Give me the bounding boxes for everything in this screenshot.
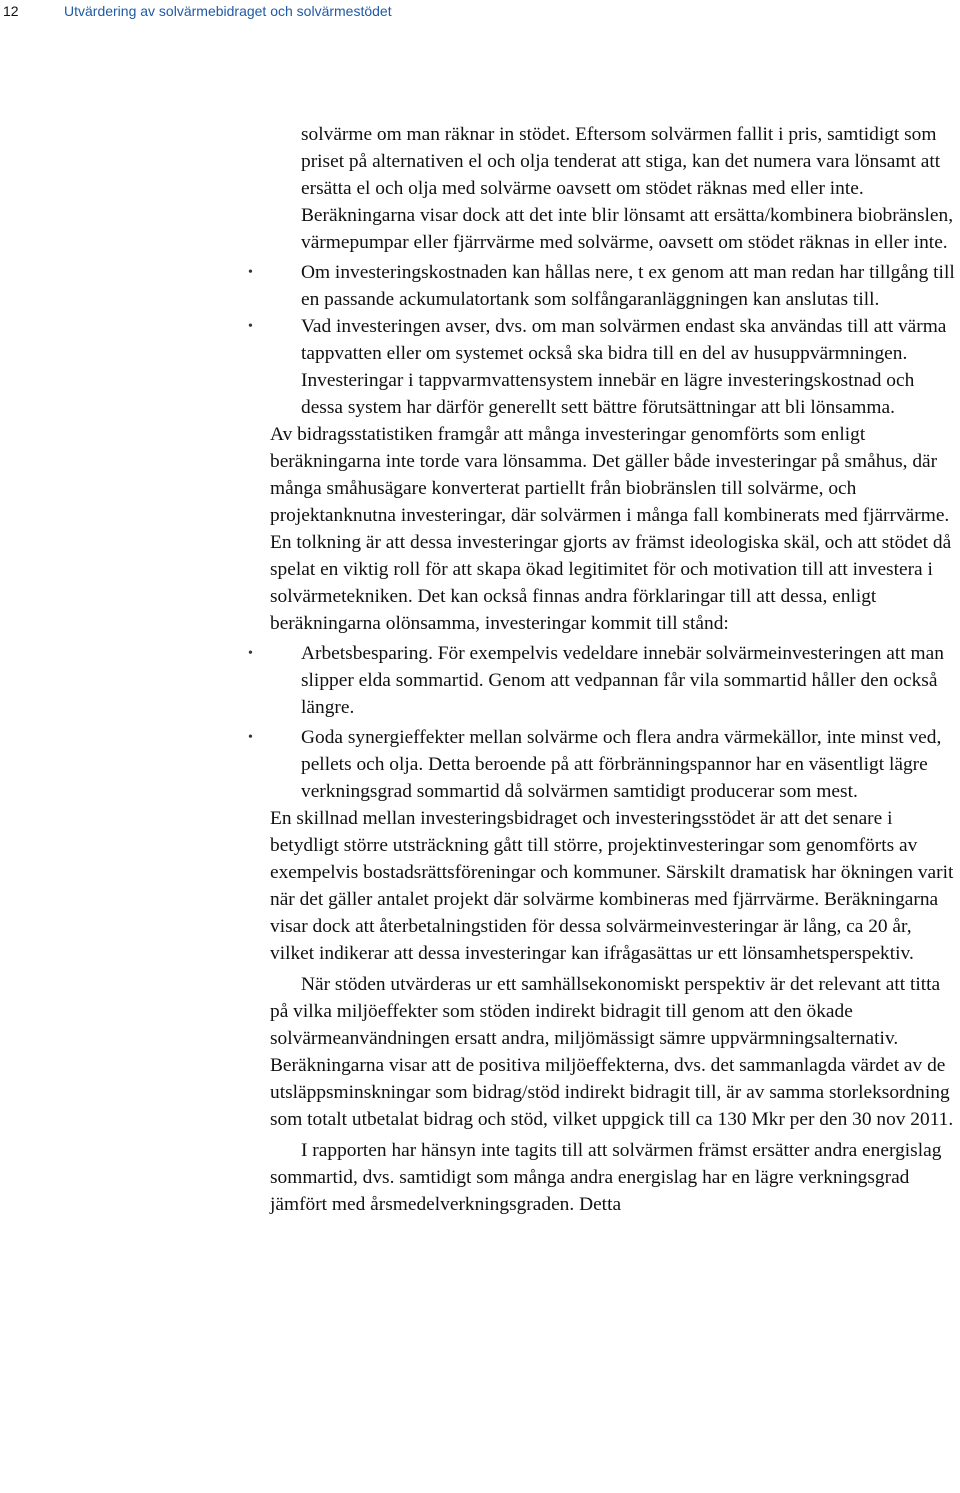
body-paragraph: När stöden utvärderas ur ett samhällsekonomiskt perspektiv är det relevant att titta på vilka miljöeffekter som stöden indirekt bidragit till genom att den ökade solvärmeanvändningen ersatt andra, miljömässigt sämre uppvärmningsalternativ. Beräkningarna visar att de positiva miljöeffekterna, dvs. det sammanlagda värdet av de utsläppsminskningar som bidrag/stöd indirekt bidragit till, är av samma storleksordning som totalt utbetalat bidrag och stöd, vilket uppgick till ca 130 Mkr per den 30 nov 2011. bbox=[270, 974, 954, 1130]
bullet-list-1 bbox=[248, 259, 958, 421]
list-item bbox=[248, 640, 958, 721]
bullet-icon: • bbox=[248, 646, 253, 661]
list-item-text: Om investeringskostnaden kan hållas nere, t ex genom att man redan har tillgång till en passande ackumulatortank som solfångaranläggningen kan anslutas till. bbox=[301, 262, 955, 310]
bullet-icon: • bbox=[248, 319, 253, 334]
list-item bbox=[248, 724, 958, 805]
running-header-title: Utvärdering av solvärmebidraget och solvärmestödet bbox=[64, 3, 392, 19]
running-header bbox=[0, 0, 960, 22]
bullet-icon: • bbox=[248, 265, 253, 280]
bullet-list-2 bbox=[248, 640, 958, 805]
page-number: 12 bbox=[3, 3, 19, 19]
list-item-text: Arbetsbesparing. För exempelvis vedeldare innebär solvärmeinvesteringen att man slipper elda sommartid. Genom att vedpannan får vila sommartid håller den också längre. bbox=[301, 643, 944, 718]
list-item bbox=[248, 259, 958, 313]
body-paragraph: Av bidragsstatistiken framgår att många investeringar genomförts som enligt beräkningarna inte torde vara lönsamma. Det gäller både investeringar på småhus, där många småhusägare konverterat partiellt från biobränslen till solvärme, och projektanknutna investeringar, där solvärmen i många fall kombinerats med fjärrvärme. En tolkning är att dessa investeringar gjorts av främst ideologiska skäl, och att stödet då spelat en viktig roll för att skapa ökad legitimitet för och motivation till att investera i solvärmetekniken. Det kan också finnas andra förklaringar till att dessa, enligt beräkningarna olönsamma, investeringar kommit till stånd: bbox=[270, 424, 952, 634]
list-item-text: Vad investeringen avser, dvs. om man solvärmen endast ska användas till att värma tappvatten eller om systemet också ska bidra till en del av husuppvärmningen. Investeringar i tappvarmvattensystem innebär en lägre investeringskostnad och dessa system har därför generellt sett bättre förutsättningar att bli lönsamma. bbox=[301, 316, 947, 418]
list-item bbox=[248, 313, 958, 421]
page-body bbox=[248, 121, 958, 1218]
body-paragraph: En skillnad mellan investeringsbidraget och investeringsstödet är att det senare i betydligt större utsträckning gått till större, projektinvesteringar som genomförts av exempelvis bostadsrättsföreningar och kommuner. Särskilt dramatisk har ökningen varit när det gäller antalet projekt där solvärme kombineras med fjärrvärme. Beräkningarna visar dock att återbetalningstiden för dessa solvärmeinvesteringar är lång, ca 20 år, vilket indikerar att dessa investeringar kan ifrågasättas ur ett lönsamhetsperspektiv. bbox=[270, 808, 954, 964]
continued-bullet-paragraph: solvärme om man räknar in stödet. Eftersom solvärmen fallit i pris, samtidigt som priset på alternativen el och olja tenderat att stiga, kan det numera vara lönsamt att ersätta el och olja med solvärme oavsett om stödet räknas med eller inte. Beräkningarna visar dock att det inte blir lönsamt att ersätta/kombinera biobränslen, värmepumpar eller fjärrvärme med solvärme, oavsett om stödet räknas in eller inte. bbox=[301, 124, 954, 253]
body-paragraph: I rapporten har hänsyn inte tagits till att solvärmen främst ersätter andra energislag sommartid, dvs. samtidigt som många andra energislag har en lägre verkningsgrad jämfört med årsmedelverkningsgraden. Detta bbox=[270, 1140, 942, 1215]
bullet-icon: • bbox=[248, 730, 253, 745]
list-item-text: Goda synergieffekter mellan solvärme och flera andra värmekällor, inte minst ved, pellets och olja. Detta beroende på att förbränningspannor har en väsentligt lägre verkningsgrad sommartid då solvärmen samtidigt producerar som mest. bbox=[301, 727, 942, 802]
